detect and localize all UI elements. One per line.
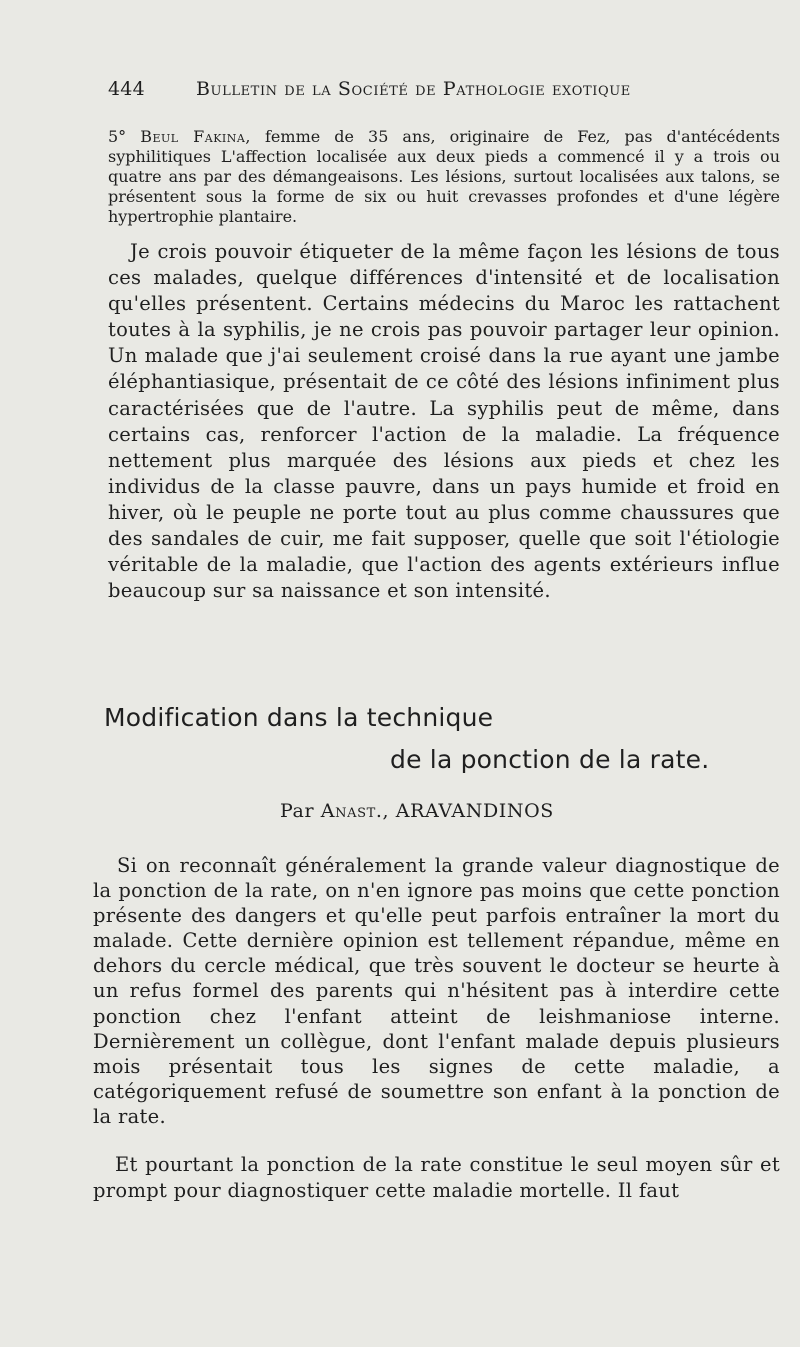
article-title-line-2: de la ponction de la rate. bbox=[390, 745, 710, 774]
paragraph-2-text: Si on reconnaît généralement la grande valeur diagnostique de la ponction de la rate, on n'en ignore pas moins que cette ponction présente des dangers et qu'elle peut parfois entraîner la mort du malade. Cette dernière opinion est tellement répandue, même en dehors du cercle médical, que très souvent le docteur se heurte à un refus formel des parents qui n'hésitent pas à interdire cette ponction chez l'enfant atteint de leishmaniose interne. Dernièrement un collègue, dont l'enfant malade depuis plusieurs mois présentait tous les signes de cette maladie, a catégoriquement refusé de soumettre son enfant à la ponction de la rate. bbox=[93, 854, 780, 1128]
author-first-name: Anast., bbox=[320, 800, 390, 822]
article-title-line-1: Modification dans la technique bbox=[104, 703, 494, 732]
paragraph-3-text: Et pourtant la ponction de la rate constitue le seul moyen sûr et prompt pour diagnostiquer cette maladie mortelle. Il faut bbox=[93, 1153, 780, 1202]
paragraph-conclusion bbox=[108, 239, 780, 604]
article-byline bbox=[280, 800, 554, 822]
paragraph-intro bbox=[93, 853, 780, 1129]
byline-prefix: Par bbox=[280, 800, 315, 822]
author-last-name: ARAVANDINOS bbox=[395, 800, 554, 822]
case-paragraph bbox=[108, 127, 780, 227]
patient-name: Beul Fakina, bbox=[140, 127, 251, 146]
case-number: 5° bbox=[108, 127, 127, 146]
case-text: femme de 35 ans, originaire de Fez, pas d'antécédents syphilitiques L'affection localisée aux deux pieds a commencé il y a trois ou quatre ans par des démangeaisons. Les lésions, surtout localisées aux talons, se présentent sous la forme de six ou huit crevasses profondes et d'une légère hypertrophie plantaire. bbox=[108, 127, 781, 226]
paragraph-1-text: Je crois pouvoir étiqueter de la même façon les lésions de tous ces malades, quelque différences d'intensité et de localisation qu'elles présentent. Certains médecins du Maroc les rattachent toutes à la syphilis, je ne crois pas pouvoir partager leur opinion. Un malade que j'ai seulement croisé dans la rue ayant une jambe éléphantiasique, présentait de ce côté des lésions infiniment plus caractérisées que de l'autre. La syphilis peut de même, dans certains cas, renforcer l'action de la maladie. La fréquence nettement plus marquée des lésions aux pieds et chez les individus de la classe pauvre, dans un pays humide et froid en hiver, où le peuple ne porte tout au plus comme chaussures que des sandales de cuir, me fait supposer, quelle que soit l'étiologie véritable de la maladie, que l'action des agents extérieurs influe beaucoup sur sa naissance et son intensité. bbox=[108, 240, 780, 603]
paragraph-continuation bbox=[93, 1152, 780, 1203]
page-number: 444 bbox=[108, 78, 145, 100]
running-title: Bulletin de la Société de Pathologie exotique bbox=[196, 78, 631, 100]
